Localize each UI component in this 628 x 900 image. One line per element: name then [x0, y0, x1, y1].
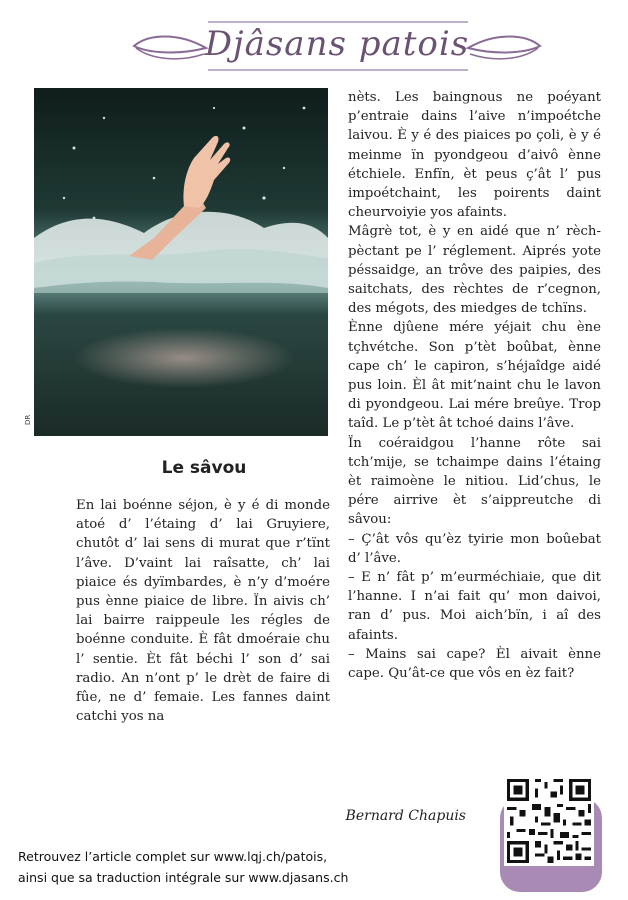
- dialogue-line: – Ç’ât vôs qu’èz tyirie mon boûebat d’ l’âve.: [348, 531, 601, 566]
- footer-note: [18, 846, 348, 888]
- footer-line: ainsi que sa traduction intégrale sur www.djasans.ch: [18, 870, 349, 885]
- paragraph: Ïn coéraidgou l’hanne rôte sai tch’mije, se tchaimpe dains l’étaing èt raimoène le nitiou. Lid’chus, le pére airrive èt s’aippreutche di sâvou:: [348, 435, 601, 528]
- paragraph: En lai boénne séjon, è y é di monde atoé d’ l’étaing d’ lai Gruyiere, chutôt d’ lai sens di murat que r’tïnt l’âve. D’vaint lai raîsatte, ch’ lai piaice és dyïmbardes, è n’y d’moére pus ènne piaice de libre. Ïn aivis ch’ lai bairre raippeule les régles de boénne conduite. È fât dmoéraie chu l’ sentie. Èt fât béchi l’ son d’ sai radio. An n’ont p’ le drèt de faire di fûe, ne d’ femaie. Les fannes daint catchi yos na: [76, 498, 330, 725]
- photo-credit: DR: [24, 414, 32, 425]
- paragraph: Ènne djûene mére yéjait chu ène tçhvétche. Son p’tèt boûbat, ènne cape ch’ le capiron, s’héjaîdge aidé pus loin. Èl ât mit’naint chu le lavon di pyondgeou. Lai mére breûye. Trop taîd. Le p’tèt ât tchoé dains l’âve.: [348, 320, 601, 432]
- dialogue-line: – E n’ fât p’ m’eurméchiaie, que dit l’hanne. I n’ai fait qu’ mon daivoi, ran d’ pus. Moi aich’bïn, i aî des afaints.: [348, 570, 601, 643]
- qr-code-icon: [504, 776, 594, 866]
- paragraph: Mâgrè tot, è y en aidé que n’ rèchpèctant pe l’ réglement. Aiprés yote péssaidge, an trôve des paipies, des saitchats, des rèchtes de r’cegnon, des mégots, des miedges de tchïns.: [348, 224, 601, 317]
- author-signature: Bernard Chapuis: [345, 808, 466, 824]
- article-title: Le sâvou: [161, 458, 247, 478]
- drowning-hand-image-icon: [34, 88, 328, 436]
- article-column-right: [348, 88, 601, 683]
- article-column-left: [76, 496, 330, 726]
- article-photo: [34, 88, 328, 436]
- dialogue-line: – Mains sai cape? Èl aivait ènne cape. Qu’ât-ce que vôs en èz fait?: [348, 646, 601, 682]
- section-header: [128, 12, 546, 78]
- footer-line: Retrouvez l’article complet sur www.lqj.ch/patois,: [18, 849, 328, 864]
- qr-code[interactable]: [504, 776, 594, 866]
- paragraph: nèts. Les baingnous ne poéyant p’entraie dains l’aive n’impoétche laivou. È y é des piaices po çoli, è y é meinme ïn pyondgeou d’aivô ènne étchiele. Enfïn, èt peus ç’ât l’ pus impoétchaint, les poirents daint cheurvoiyie yos afaints.: [348, 90, 601, 221]
- section-title: Djâsans patois: [204, 24, 470, 64]
